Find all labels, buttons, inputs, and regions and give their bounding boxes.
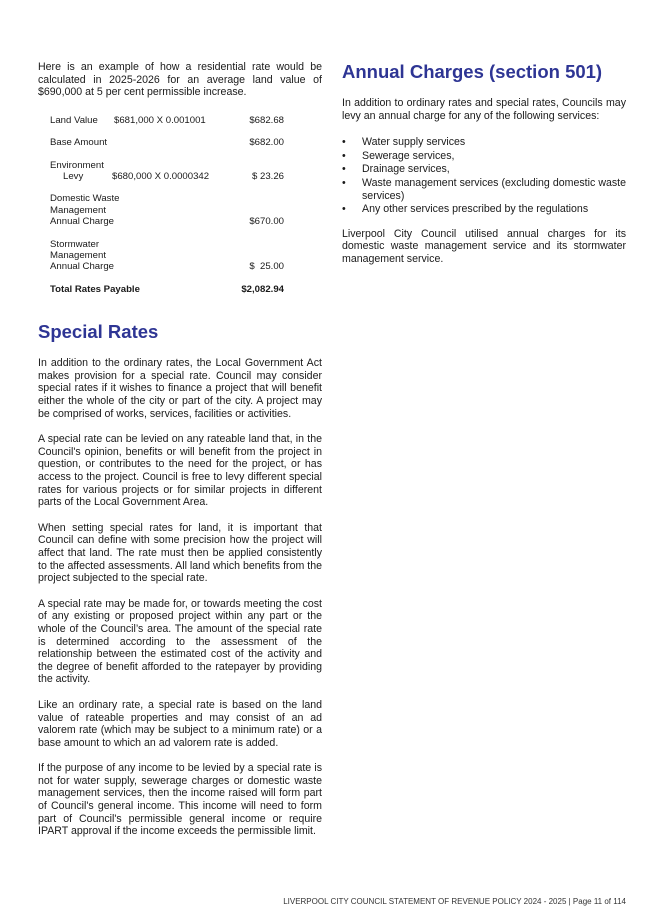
bullet-icon: • — [342, 203, 346, 216]
rate-calculation-table — [50, 115, 284, 295]
right-column — [342, 61, 626, 266]
special-rates-paragraph: Like an ordinary rate, a special rate is based on the land value of rateable properties and may consist of an ad valorem rate (which may be subject to a minimum rate) or a base amount to which an ad valorem rate is added. — [38, 698, 322, 749]
special-rates-paragraph: If the purpose of any income to be levied by a special rate is not for water supply, sewerage charges or domestic waste management services, then the income raised will form part of Council's general income. This income will need to form part of Council's permissible general income or require IPART approval if the income exceeds the permissible limit. — [38, 762, 322, 838]
bullet-icon: • — [342, 163, 346, 176]
special-rates-heading: Special Rates — [38, 321, 159, 343]
total-label: Total Rates Payable — [50, 283, 140, 295]
environment-label-line1: Environment — [50, 159, 104, 171]
land-value-amount: $682.68 — [249, 114, 284, 126]
land-value-calc: $681,000 X 0.001001 — [114, 114, 206, 126]
stormwater-amount: $ 25.00 — [249, 261, 284, 273]
stormwater-line1: Stormwater — [50, 238, 100, 250]
land-value-label: Land Value — [50, 114, 98, 126]
domestic-waste-amount: $670.00 — [249, 216, 284, 228]
domestic-waste-row — [50, 193, 284, 227]
page-footer: LIVERPOOL CITY COUNCIL STATEMENT OF REVENUE POLICY 2024 - 2025 | Page 11 of 114 — [283, 897, 626, 906]
special-rates-body — [38, 357, 322, 838]
list-item: • Any other services prescribed by the regulations — [342, 203, 589, 216]
intro-paragraph: Here is an example of how a residential rate would be calculated in 2025-2026 for an average land value of $690,000 at 5 per cent permissible increase. — [38, 61, 322, 99]
list-item: • Waste management services (excluding domestic waste services) — [342, 176, 626, 202]
stormwater-row — [50, 239, 284, 273]
list-item: • Water supply services — [342, 136, 466, 149]
annual-charges-heading: Annual Charges (section 501) — [342, 61, 603, 82]
bullet-icon: • — [342, 176, 346, 189]
services-list — [342, 136, 626, 216]
base-amount-row — [50, 137, 284, 148]
list-item: • Drainage services, — [342, 163, 450, 176]
land-value-row — [50, 115, 284, 126]
base-amount-value: $682.00 — [249, 137, 284, 149]
environment-levy-calc: $680,000 X 0.0000342 — [112, 171, 210, 182]
special-rates-paragraph: When setting special rates for land, it is important that Council can define with some precision how the project will affect that land. The rate must then be applied consistently to the affected assessments. All land which benefits from the project subjected to the special rate. — [38, 521, 322, 585]
bullet-icon: • — [342, 136, 346, 149]
environment-levy-row — [50, 160, 284, 183]
bullet-icon: • — [342, 149, 346, 162]
domestic-waste-line3: Annual Charge — [50, 216, 115, 228]
special-rates-paragraph: A special rate may be made for, or towards meeting the cost of any existing or proposed project within any part or the whole of the Council’s area. The amount of the special rate is determined according to the assessment of the relationship between the estimated cost of the activity and the degree of benefit afforded to the ratepayer by providing the activity. — [38, 597, 322, 686]
annual-charges-intro: In addition to ordinary rates and special rates, Councils may levy an annual charge for any of the following services: — [342, 97, 626, 122]
base-amount-label: Base Amount — [50, 137, 108, 149]
environment-levy-amount: $ 23.26 — [251, 171, 284, 182]
domestic-waste-line1: Domestic Waste — [50, 193, 120, 205]
special-rates-paragraph: In addition to the ordinary rates, the Local Government Act makes provision for a special rate. Council may consider special rates if it wishes to finance a project that will benefit either the whole of the city or part of the city. A project may be comprised of works, services, facilities or activities. — [38, 357, 322, 420]
total-amount: $2,082.94 — [241, 283, 284, 295]
domestic-waste-line2: Management — [50, 204, 106, 216]
stormwater-line3: Annual Charge — [50, 261, 115, 273]
total-row — [50, 284, 284, 295]
stormwater-line2: Management — [50, 250, 106, 262]
list-item: • Sewerage services, — [342, 149, 455, 162]
annual-charges-closing: Liverpool City Council utilised annual charges for its domestic waste management service and its stormwater management service. — [342, 227, 626, 265]
environment-label-line2: Levy — [63, 171, 84, 182]
special-rates-paragraph: A special rate can be levied on any rateable land that, in the Council's opinion, benefits or will benefit from the project in question, or contributes to the need for the project, or has access to the project. Council is free to levy different special rates for various projects or for similar projects in different parts of the Local Government Area. — [38, 433, 322, 509]
left-column — [38, 61, 322, 851]
